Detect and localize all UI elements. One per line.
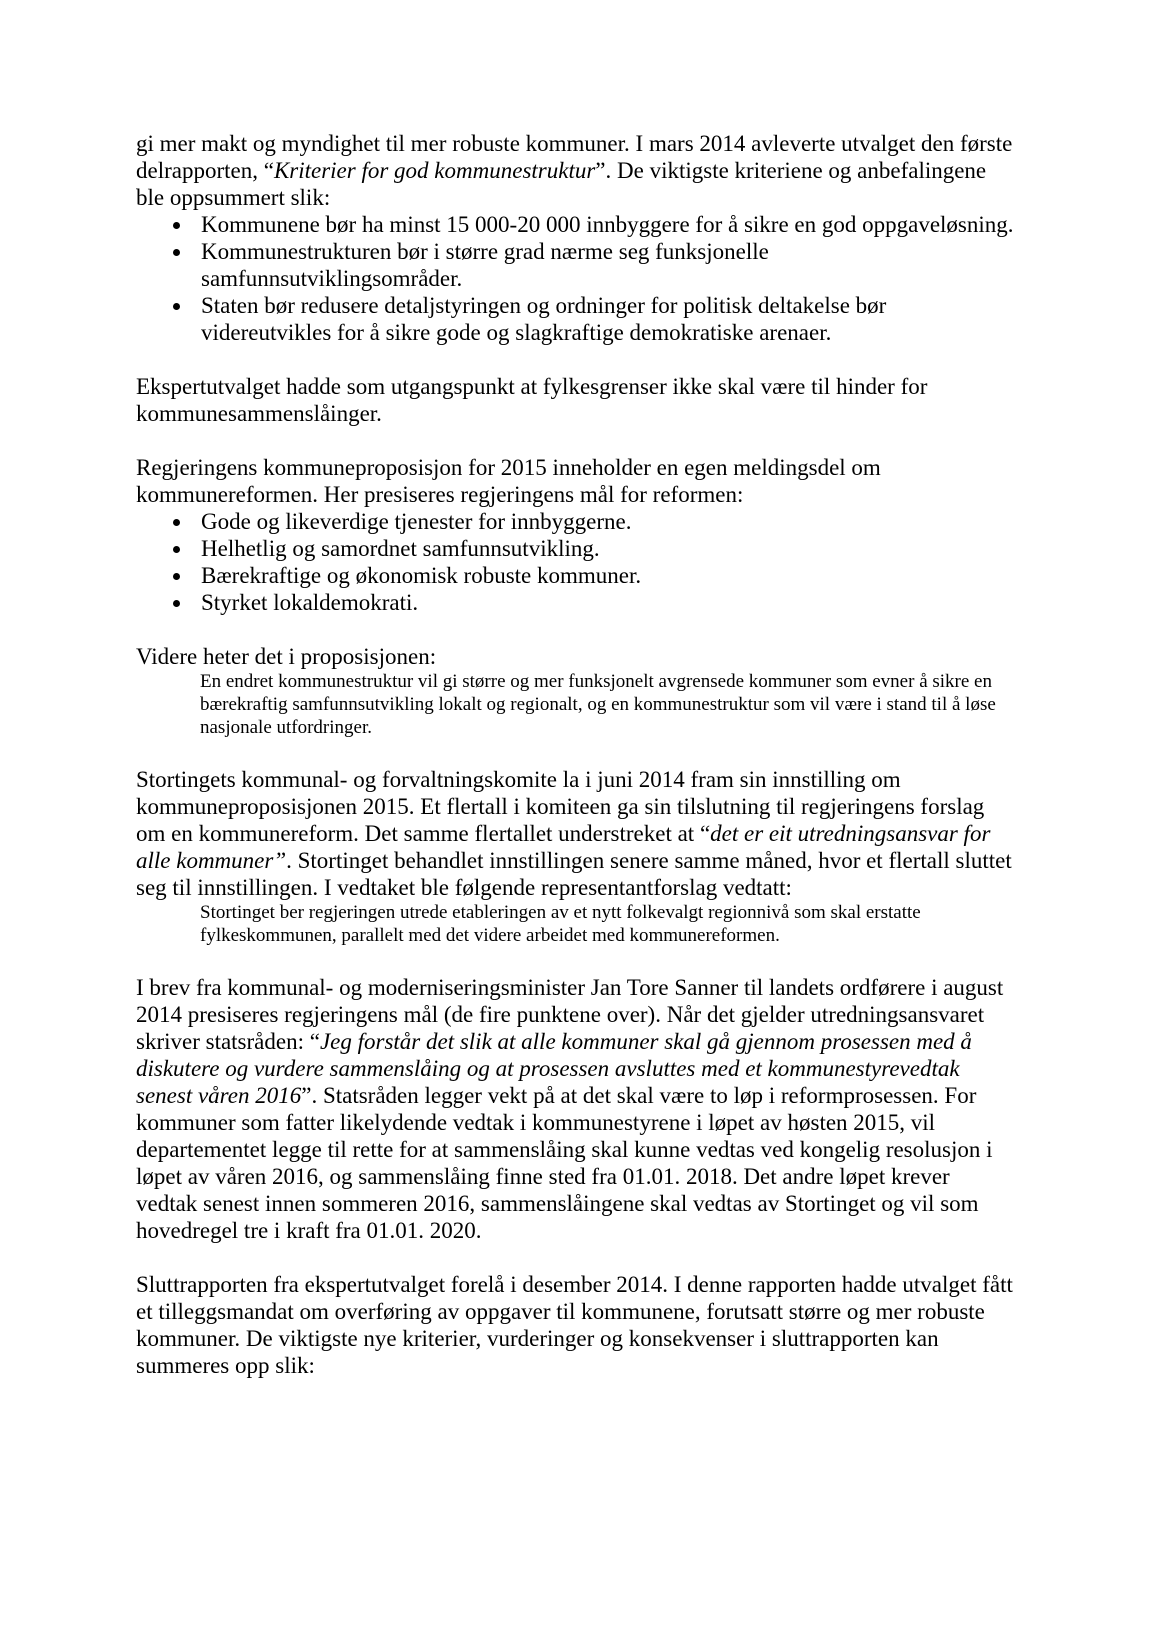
- text-run: Stortingets kommunal- og forvaltningskomite la i juni 2014 fram sin innstilling om kommuneproposisjonen 2015. Et flertall i komiteen ga sin tilslutning til regjeringens forslag om en kommunereform. Det samme flertallet understreket at “: [136, 767, 985, 846]
- text-run: I brev fra kommunal- og moderniseringsminister Jan Tore Sanner til landets ordførere i august 2014 presiseres regjeringens mål (de fire punktene over). Når det gjelder utredningsansvaret skriver statsråden: “: [136, 975, 1004, 1054]
- list-item: • Kommunene bør ha minst 15 000-20 000 innbyggere for å sikre en god oppgaveløsning.: [193, 211, 1014, 238]
- goals-bullet-list: [136, 508, 1014, 616]
- list-item: • Bærekraftige og økonomisk robuste kommuner.: [193, 562, 1014, 589]
- text-run: gi mer makt og myndighet til mer robuste kommuner. I mars 2014 avleverte utvalget den første delrapporten, “: [136, 131, 1013, 183]
- block-quote-proposisjon: En endret kommunestruktur vil gi større og mer funksjonelt avgrensede kommuner som evner å sikre en bærekraftig samfunnsutvikling lokalt og regionalt, og en kommunestruktur som vil være i stand til å løse nasjonale utfordringer.: [200, 671, 996, 738]
- list-item: • Styrket lokaldemokrati.: [193, 589, 1014, 616]
- paragraph-report-intro: [136, 130, 1014, 211]
- text-run: . Stortinget behandlet innstillingen senere samme måned, hvor et flertall sluttet seg til innstillingen. I vedtaket ble følgende representantforslag vedtatt:: [136, 848, 1012, 900]
- criteria-bullet-list: [136, 211, 1014, 346]
- paragraph-ekspertutvalget: Ekspertutvalget hadde som utgangspunkt at fylkesgrenser ikke skal være til hinder for kommunesammenslåinger.: [136, 374, 928, 426]
- block-quote-representantforslag: Stortinget ber regjeringen utrede etableringen av et nytt folkevalgt regionnivå som skal erstatte fylkeskommunen, parallelt med det videre arbeidet med kommunereformen.: [200, 902, 921, 946]
- paragraph-kommuneproposisjon: Regjeringens kommuneproposisjon for 2015 inneholder en egen meldingsdel om kommunereformen. Her presiseres regjeringens mål for reformen:: [136, 455, 881, 507]
- list-item: • Kommunestrukturen bør i større grad nærme seg funksjonelle samfunnsutviklingsområder.: [193, 238, 1014, 292]
- italic-quote-run: det er eit utredningsansvar for alle kommuner”: [136, 821, 991, 873]
- paragraph-storting-innstilling: [136, 766, 1014, 901]
- italic-statsraad-quote-run: Jeg forstår det slik at alle kommuner skal gå gjennom prosessen med å diskutere og vurdere sammenslåing og at prosessen avsluttes med et kommunestyrevedtak senest våren 2016: [136, 1029, 972, 1108]
- paragraph-quote-leadin: Videre heter det i proposisjonen:: [136, 644, 437, 669]
- paragraph-sanner-brev: [136, 974, 1014, 1244]
- list-item: • Gode og likeverdige tjenester for innbyggerne.: [193, 508, 1014, 535]
- italic-report-title-run: Kriterier for god kommunestruktur: [273, 158, 596, 183]
- list-item: • Staten bør redusere detaljstyringen og ordninger for politisk deltakelse bør videreutvikles for å sikre gode og slagkraftige demokratiske arenaer.: [193, 292, 1014, 346]
- list-item: • Helhetlig og samordnet samfunnsutvikling.: [193, 535, 1014, 562]
- text-run: ”. Statsråden legger vekt på at det skal være to løp i reformprosessen. For kommuner som fatter likelydende vedtak i kommunestyrene i løpet av høsten 2015, vil departementet legge til rette for at sammenslåing skal kunne vedtas ved kongelig resolusjon i løpet av våren 2016, og sammenslåing finne sted fra 01.01. 2018. Det andre løpet krever vedtak senest innen sommeren 2016, sammenslåingene skal vedtas av Stortinget og vil som hovedregel tre i kraft fra 01.01. 2020.: [136, 1083, 993, 1243]
- text-run: ”. De viktigste kriteriene og anbefalingene ble oppsummert slik:: [136, 158, 987, 210]
- paragraph-sluttrapport: Sluttrapporten fra ekspertutvalget forelå i desember 2014. I denne rapporten hadde utvalget fått et tilleggsmandat om overføring av oppgaver til kommunene, forutsatt større og mer robuste kommuner. De viktigste nye kriterier, vurderinger og konsekvenser i sluttrapporten kan summeres opp slik:: [136, 1272, 1013, 1378]
